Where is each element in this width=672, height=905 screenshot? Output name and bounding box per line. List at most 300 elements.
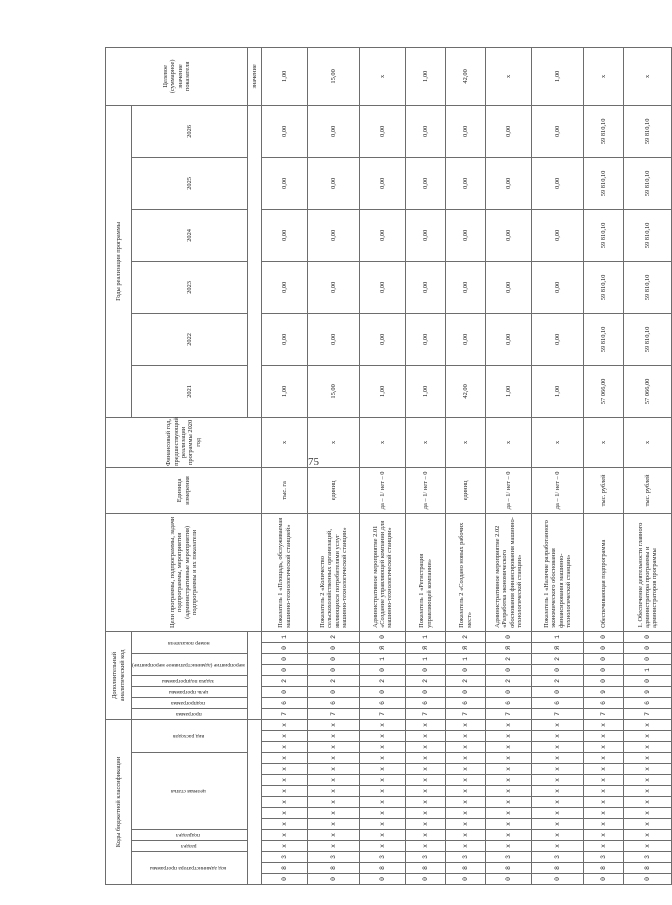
- budget-code-digit: x: [624, 819, 672, 830]
- budget-code-digit: x: [262, 775, 308, 786]
- budget-code-digit: x: [486, 775, 532, 786]
- analytic-code-digit: 2: [308, 675, 360, 686]
- budget-code-digit: 0: [360, 874, 406, 885]
- budget-code-digit: 8: [446, 863, 486, 874]
- analytic-code-digit: 6: [532, 697, 584, 708]
- budget-code-digit: x: [584, 786, 624, 797]
- analytic-code-digit: 2: [406, 675, 446, 686]
- subheader-expense-type: вид расходов: [172, 733, 204, 740]
- analytic-code-digit: 0: [262, 653, 308, 664]
- budget-code-digit: x: [486, 808, 532, 819]
- budget-code-digit: x: [446, 819, 486, 830]
- analytic-code-digit: 7: [308, 708, 360, 719]
- row-year-value: 0,00: [360, 209, 406, 261]
- budget-code-digit: 3: [446, 852, 486, 863]
- budget-code-digit: 3: [532, 852, 584, 863]
- row-unit: единиц: [446, 467, 486, 513]
- budget-code-digit: x: [584, 808, 624, 819]
- budget-code-digit: 3: [624, 852, 672, 863]
- analytic-code-digit: 0: [584, 675, 624, 686]
- row-fiscal-year: x: [308, 417, 360, 467]
- analytic-code-digit: 2: [486, 675, 532, 686]
- budget-code-digit: x: [406, 819, 446, 830]
- row-unit: да – 1/ нет – 0: [360, 467, 406, 513]
- budget-code-digit: x: [446, 719, 486, 730]
- budget-code-digit: x: [406, 786, 446, 797]
- row-year-value: 59 810,10: [624, 157, 672, 209]
- budget-code-digit: x: [624, 753, 672, 764]
- budget-code-digit: x: [486, 797, 532, 808]
- table-row: [308, 47, 360, 884]
- analytic-code-digit: 0: [308, 642, 360, 653]
- analytic-code-digit: 1: [360, 653, 406, 664]
- budget-code-digit: x: [262, 786, 308, 797]
- row-target-value: x: [486, 47, 532, 105]
- row-year-value: 0,00: [262, 105, 308, 157]
- row-year-value: 59 810,10: [584, 313, 624, 365]
- analytic-code-digit: 6: [406, 697, 446, 708]
- subheader-target-article: целевая статья: [171, 788, 206, 795]
- analytic-code-digit: 0: [584, 631, 624, 642]
- header-name: Цели программы, подпрограммы, задачи подпрограммы, мероприятия (административные мероприятия) подпрограммы и их показатели: [106, 513, 262, 631]
- row-fiscal-year: x: [360, 417, 406, 467]
- year-2023: 2023: [132, 261, 248, 313]
- budget-code-digit: 0: [446, 874, 486, 885]
- budget-code-digit: 8: [262, 863, 308, 874]
- analytic-code-digit: 1: [624, 664, 672, 675]
- row-year-value: 0,00: [486, 105, 532, 157]
- subheader-section: раздел: [180, 843, 197, 850]
- budget-code-digit: x: [406, 731, 446, 742]
- budget-code-digit: 0: [308, 874, 360, 885]
- analytic-code-digit: 0: [360, 686, 406, 697]
- budget-code-digit: 8: [406, 863, 446, 874]
- budget-code-digit: x: [532, 742, 584, 753]
- year-2022: 2022: [132, 313, 248, 365]
- budget-code-digit: x: [486, 764, 532, 775]
- analytic-code-digit: 0: [532, 664, 584, 675]
- budget-code-digit: 0: [532, 874, 584, 885]
- budget-code-digit: x: [308, 841, 360, 852]
- analytic-code-digit: 7: [406, 708, 446, 719]
- target-subheader: значение: [248, 47, 262, 105]
- row-year-value: 0,00: [308, 313, 360, 365]
- row-fiscal-year: x: [532, 417, 584, 467]
- budget-code-digit: 8: [532, 863, 584, 874]
- analytic-code-digit: 0: [262, 686, 308, 697]
- subheader-admin-code: код администратора программы: [150, 865, 227, 872]
- budget-code-digit: 3: [262, 852, 308, 863]
- row-year-value: 0,00: [486, 209, 532, 261]
- budget-code-digit: x: [446, 797, 486, 808]
- budget-code-digit: x: [262, 819, 308, 830]
- budget-code-digit: x: [446, 764, 486, 775]
- budget-code-digit: x: [532, 819, 584, 830]
- row-year-value: 0,00: [262, 157, 308, 209]
- row-year-value: 42,00: [446, 365, 486, 417]
- analytic-code-digit: 2: [308, 631, 360, 642]
- program-indicators-table-rotated: [105, 59, 659, 885]
- budget-code-digit: x: [624, 742, 672, 753]
- budget-code-digit: x: [532, 731, 584, 742]
- row-year-value: 0,00: [262, 209, 308, 261]
- subheader-subprogram: подпрограмма: [171, 700, 206, 707]
- analytic-code-digit: Я: [406, 642, 446, 653]
- budget-code-digit: x: [262, 797, 308, 808]
- row-year-value: 0,00: [406, 157, 446, 209]
- budget-code-digit: x: [406, 797, 446, 808]
- budget-code-digit: x: [360, 753, 406, 764]
- page-number: 75: [308, 456, 319, 468]
- budget-code-digit: 8: [486, 863, 532, 874]
- row-fiscal-year: x: [624, 417, 672, 467]
- budget-code-digit: x: [584, 753, 624, 764]
- analytic-code-digit: 2: [446, 631, 486, 642]
- budget-code-digit: x: [486, 731, 532, 742]
- budget-code-digit: 3: [584, 852, 624, 863]
- row-year-value: 0,00: [446, 105, 486, 157]
- budget-code-digit: x: [360, 819, 406, 830]
- analytic-code-digit: 0: [308, 686, 360, 697]
- budget-code-digit: x: [360, 775, 406, 786]
- table-row: [406, 47, 446, 884]
- budget-code-digit: x: [308, 742, 360, 753]
- row-year-value: 59 810,10: [624, 105, 672, 157]
- row-year-value: 0,00: [486, 313, 532, 365]
- analytic-code-digit: 6: [308, 697, 360, 708]
- header-fiscal: Финансовый год, предшествующий реализации программы 2020 год: [106, 417, 262, 467]
- budget-code-digit: x: [446, 731, 486, 742]
- budget-code-digit: x: [308, 775, 360, 786]
- analytic-code-digit: 2: [532, 675, 584, 686]
- program-indicators-table: [105, 47, 672, 885]
- analytic-code-digit: 7: [446, 708, 486, 719]
- budget-code-digit: x: [446, 786, 486, 797]
- budget-code-digit: x: [486, 841, 532, 852]
- analytic-code-digit: 7: [486, 708, 532, 719]
- row-target-value: 1,00: [532, 47, 584, 105]
- budget-code-digit: 3: [360, 852, 406, 863]
- budget-code-digit: 8: [360, 863, 406, 874]
- budget-code-digit: x: [532, 841, 584, 852]
- analytic-code-digit: Я: [446, 642, 486, 653]
- budget-code-digit: x: [446, 753, 486, 764]
- budget-code-digit: x: [532, 830, 584, 841]
- analytic-code-digit: Я: [532, 642, 584, 653]
- analytic-code-digit: 2: [486, 653, 532, 664]
- year-2026: 2026: [132, 105, 248, 157]
- table-row: [532, 47, 584, 884]
- row-year-value: 0,00: [532, 157, 584, 209]
- budget-code-digit: 3: [308, 852, 360, 863]
- budget-code-digit: x: [308, 819, 360, 830]
- budget-code-digit: x: [262, 753, 308, 764]
- budget-code-digit: x: [532, 797, 584, 808]
- analytic-code-digit: 6: [262, 697, 308, 708]
- analytic-code-digit: 1: [532, 631, 584, 642]
- row-year-value: 0,00: [406, 105, 446, 157]
- row-year-value: 0,00: [308, 105, 360, 157]
- table-row: [624, 47, 672, 884]
- year-2021: 2021: [132, 365, 248, 417]
- row-year-value: 0,00: [262, 313, 308, 365]
- budget-code-digit: x: [584, 841, 624, 852]
- row-name: Показатель 1 «Регистрация управляющей компании»: [406, 513, 446, 631]
- budget-code-digit: x: [406, 830, 446, 841]
- budget-code-digit: x: [584, 797, 624, 808]
- budget-code-digit: x: [360, 808, 406, 819]
- row-fiscal-year: x: [584, 417, 624, 467]
- analytic-code-digit: 9: [624, 686, 672, 697]
- budget-code-digit: x: [584, 719, 624, 730]
- analytic-code-digit: 2: [262, 675, 308, 686]
- budget-code-digit: x: [360, 786, 406, 797]
- row-year-value: 1,00: [360, 365, 406, 417]
- row-year-value: 0,00: [532, 105, 584, 157]
- analytic-code-digit: 0: [584, 664, 624, 675]
- budget-code-digit: x: [360, 764, 406, 775]
- row-year-value: 0,00: [446, 313, 486, 365]
- analytic-code-digit: 0: [532, 686, 584, 697]
- budget-code-digit: 8: [308, 863, 360, 874]
- analytic-code-digit: 0: [446, 686, 486, 697]
- row-name: Показатель 2 «Количество сельскохозяйственных организаций, являющихся потребителями услуг машинно-технологической станции»: [308, 513, 360, 631]
- analytic-code-digit: 0: [486, 664, 532, 675]
- row-target-value: x: [360, 47, 406, 105]
- table-row: [486, 47, 532, 884]
- analytic-code-digit: 0: [486, 686, 532, 697]
- analytic-code-digit: 0: [308, 664, 360, 675]
- budget-code-digit: x: [406, 841, 446, 852]
- row-unit: да – 1/ нет – 0: [486, 467, 532, 513]
- row-unit: единиц: [308, 467, 360, 513]
- row-year-value: 0,00: [406, 209, 446, 261]
- row-target-value: 42,00: [446, 47, 486, 105]
- row-year-value: 0,00: [532, 209, 584, 261]
- row-name: Обеспечивающая подпрограмма: [584, 513, 624, 631]
- budget-code-digit: x: [406, 742, 446, 753]
- analytic-code-digit: 2: [532, 653, 584, 664]
- budget-code-digit: x: [406, 764, 446, 775]
- subheader-program: программа: [175, 711, 202, 718]
- analytic-code-digit: 7: [532, 708, 584, 719]
- budget-code-digit: x: [486, 830, 532, 841]
- budget-code-digit: x: [624, 797, 672, 808]
- row-year-value: 0,00: [308, 261, 360, 313]
- row-year-value: 0,00: [308, 157, 360, 209]
- budget-code-digit: x: [446, 775, 486, 786]
- row-year-value: 0,00: [532, 261, 584, 313]
- budget-code-digit: x: [446, 830, 486, 841]
- row-year-value: 0,00: [446, 261, 486, 313]
- header-analytic: Дополнительный аналитический код: [106, 631, 132, 719]
- analytic-code-digit: 1: [446, 653, 486, 664]
- budget-code-digit: x: [262, 841, 308, 852]
- budget-code-digit: x: [584, 819, 624, 830]
- budget-code-digit: 0: [584, 874, 624, 885]
- analytic-code-digit: 7: [624, 708, 672, 719]
- analytic-code-digit: 6: [360, 697, 406, 708]
- row-year-value: 0,00: [360, 261, 406, 313]
- budget-code-digit: x: [624, 764, 672, 775]
- subheader-measure: мероприятие (административное мероприятие): [132, 661, 245, 668]
- row-year-value: 59 810,10: [624, 261, 672, 313]
- budget-code-digit: x: [584, 775, 624, 786]
- row-year-value: 0,00: [262, 261, 308, 313]
- table-row: [446, 47, 486, 884]
- budget-code-digit: x: [406, 775, 446, 786]
- budget-code-digit: 0: [486, 874, 532, 885]
- row-year-value: 0,00: [486, 261, 532, 313]
- row-name: 1. Обеспечение деятельности главного администратора программы и администраторов программы: [624, 513, 672, 631]
- analytic-code-digit: 0: [584, 642, 624, 653]
- row-year-value: 59 810,10: [624, 313, 672, 365]
- budget-code-digit: x: [360, 841, 406, 852]
- budget-code-digit: x: [532, 786, 584, 797]
- budget-code-digit: x: [360, 797, 406, 808]
- analytic-code-digit: 0: [584, 653, 624, 664]
- budget-code-digit: x: [262, 731, 308, 742]
- budget-code-digit: 3: [406, 852, 446, 863]
- budget-code-digit: x: [624, 808, 672, 819]
- header-codes: Коды бюджетной классификации: [106, 719, 132, 884]
- budget-code-digit: x: [624, 775, 672, 786]
- row-year-value: 0,00: [406, 261, 446, 313]
- budget-code-digit: x: [360, 731, 406, 742]
- budget-code-digit: x: [584, 742, 624, 753]
- row-fiscal-year: x: [486, 417, 532, 467]
- budget-code-digit: x: [486, 742, 532, 753]
- budget-code-digit: x: [486, 719, 532, 730]
- analytic-code-digit: 6: [584, 697, 624, 708]
- analytic-code-digit: 0: [360, 631, 406, 642]
- row-year-value: 1,00: [532, 365, 584, 417]
- row-fiscal-year: x: [446, 417, 486, 467]
- budget-code-digit: x: [308, 808, 360, 819]
- year-2025: 2025: [132, 157, 248, 209]
- row-name: Административное мероприятие 2.01 «Создание управляющей компании для машинно-технологической станции»: [360, 513, 406, 631]
- budget-code-digit: x: [406, 719, 446, 730]
- budget-code-digit: x: [584, 830, 624, 841]
- row-name: Показатель 2 «Создано новых рабочих мест»: [446, 513, 486, 631]
- row-name: Показатель 1 «Площадь, обслуживаемая машинно-технологической станцией»: [262, 513, 308, 631]
- budget-code-digit: x: [308, 731, 360, 742]
- budget-code-digit: 8: [584, 863, 624, 874]
- budget-code-digit: x: [532, 753, 584, 764]
- analytic-code-digit: 6: [624, 697, 672, 708]
- budget-code-digit: x: [262, 808, 308, 819]
- row-target-value: 1,00: [262, 47, 308, 105]
- row-year-value: 0,00: [486, 157, 532, 209]
- analytic-code-digit: 0: [446, 664, 486, 675]
- budget-code-digit: x: [308, 753, 360, 764]
- header-years: Годы реализации программы: [106, 105, 132, 417]
- analytic-code-digit: 0: [308, 653, 360, 664]
- analytic-code-digit: 9: [584, 686, 624, 697]
- budget-code-digit: x: [446, 742, 486, 753]
- header-target: Целевое (суммарное) значение показателя: [106, 47, 248, 105]
- row-unit: тыс. га: [262, 467, 308, 513]
- row-year-value: 59 810,10: [584, 105, 624, 157]
- row-year-value: 0,00: [360, 105, 406, 157]
- row-year-value: 59 810,10: [584, 209, 624, 261]
- analytic-code-digit: 0: [624, 642, 672, 653]
- budget-code-digit: x: [360, 719, 406, 730]
- row-unit: тыс. рублей: [584, 467, 624, 513]
- budget-code-digit: x: [532, 764, 584, 775]
- row-year-value: 1,00: [486, 365, 532, 417]
- budget-code-digit: x: [624, 841, 672, 852]
- budget-code-digit: x: [532, 719, 584, 730]
- budget-code-digit: 3: [486, 852, 532, 863]
- row-name: Показатель 1 «Наличие разработанного экономического обоснования финансирования машинно-технологической станции»: [532, 513, 584, 631]
- row-target-value: x: [584, 47, 624, 105]
- analytic-code-digit: 0: [624, 675, 672, 686]
- budget-code-digit: x: [308, 719, 360, 730]
- budget-code-digit: x: [584, 764, 624, 775]
- row-year-value: 57 066,00: [624, 365, 672, 417]
- analytic-code-digit: 0: [262, 664, 308, 675]
- subheader-subsection: подраздел: [176, 832, 201, 839]
- analytic-code-digit: 2: [446, 675, 486, 686]
- budget-code-digit: 8: [624, 863, 672, 874]
- row-target-value: 15,00: [308, 47, 360, 105]
- table-row: [360, 47, 406, 884]
- row-name: Административное мероприятие 2.02 «Разработка экономического обоснования финансирования машинно-технологической станции»: [486, 513, 532, 631]
- budget-code-digit: x: [262, 764, 308, 775]
- row-year-value: 0,00: [406, 313, 446, 365]
- row-unit: да – 1/ нет – 0: [532, 467, 584, 513]
- row-year-value: 0,00: [446, 209, 486, 261]
- budget-code-digit: x: [406, 753, 446, 764]
- row-target-value: 1,00: [406, 47, 446, 105]
- analytic-code-digit: 1: [262, 631, 308, 642]
- row-year-value: 59 810,10: [624, 209, 672, 261]
- budget-code-digit: 0: [624, 874, 672, 885]
- budget-code-digit: x: [262, 830, 308, 841]
- budget-code-digit: x: [308, 797, 360, 808]
- row-fiscal-year: x: [262, 417, 308, 467]
- analytic-code-digit: Я: [486, 642, 532, 653]
- budget-code-digit: x: [406, 808, 446, 819]
- analytic-code-digit: 0: [486, 631, 532, 642]
- row-year-value: 0,00: [446, 157, 486, 209]
- budget-code-digit: x: [446, 808, 486, 819]
- budget-code-digit: x: [486, 819, 532, 830]
- row-year-value: 1,00: [406, 365, 446, 417]
- analytic-code-digit: 7: [262, 708, 308, 719]
- analytic-code-digit: 7: [584, 708, 624, 719]
- budget-code-digit: x: [532, 775, 584, 786]
- analytic-code-digit: 6: [446, 697, 486, 708]
- table-row: [262, 47, 308, 884]
- row-year-value: 15,00: [308, 365, 360, 417]
- budget-code-digit: x: [360, 742, 406, 753]
- budget-code-digit: x: [308, 830, 360, 841]
- budget-code-digit: x: [360, 830, 406, 841]
- row-year-value: 1,00: [262, 365, 308, 417]
- budget-code-digit: x: [624, 719, 672, 730]
- budget-code-digit: 0: [406, 874, 446, 885]
- budget-code-digit: x: [584, 731, 624, 742]
- subheader-indicator-number: номер показателя: [167, 639, 210, 646]
- row-year-value: 0,00: [360, 313, 406, 365]
- analytic-code-digit: 0: [406, 664, 446, 675]
- budget-code-digit: x: [624, 830, 672, 841]
- subheader-subprogram-task: задача подпрограммы: [162, 678, 215, 685]
- analytic-code-digit: 0: [406, 686, 446, 697]
- budget-code-digit: x: [308, 786, 360, 797]
